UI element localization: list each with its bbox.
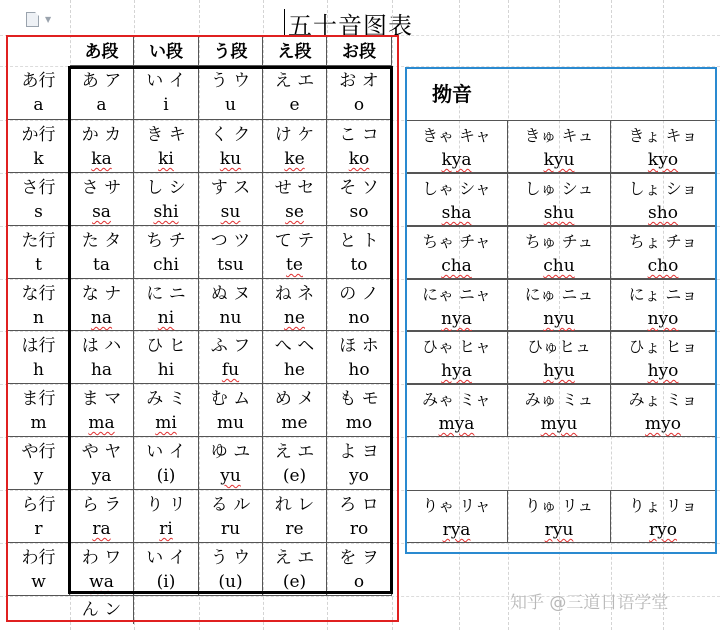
romaji: re xyxy=(285,519,304,539)
kana-cell[interactable] xyxy=(134,331,199,384)
romaji: (i) xyxy=(156,572,176,592)
romaji: na xyxy=(90,308,113,328)
youon-romaji: ryo xyxy=(649,520,677,540)
youon-cell[interactable] xyxy=(611,331,716,384)
romaji: ru xyxy=(220,519,241,539)
youon-cell[interactable] xyxy=(405,226,508,279)
kana-pair: や ヤ xyxy=(81,442,122,462)
romaji: mi xyxy=(155,413,177,433)
youon-romaji: hyu xyxy=(543,361,575,381)
youon-cell[interactable] xyxy=(508,490,611,543)
youon-cell[interactable] xyxy=(405,490,508,543)
youon-romaji: nyo xyxy=(647,309,679,329)
row-label-romaji: r xyxy=(34,519,43,539)
kana-cell[interactable] xyxy=(199,66,263,120)
kana-pair: え エ xyxy=(274,71,315,91)
kana-pair: を ヲ xyxy=(339,548,379,568)
youon-romaji: kyu xyxy=(543,150,575,170)
watermark: 知乎 @三道日语学堂 xyxy=(510,593,669,613)
romaji: (e) xyxy=(282,466,307,486)
kana-pair: け ケ xyxy=(274,125,315,145)
kana-pair: へ ヘ xyxy=(274,336,315,356)
kana-cell[interactable] xyxy=(327,66,392,120)
kana-cell[interactable] xyxy=(134,437,199,490)
youon-romaji: myo xyxy=(645,414,681,434)
kana-pair: わ ワ xyxy=(81,548,122,568)
kana-cell[interactable] xyxy=(199,120,263,173)
kana-pair: む ム xyxy=(210,389,251,409)
youon-cell[interactable] xyxy=(611,279,716,331)
kana-cell[interactable] xyxy=(327,120,392,173)
kana-cell[interactable] xyxy=(263,226,327,279)
column-header-4[interactable] xyxy=(263,35,327,66)
youon-romaji: shu xyxy=(543,203,575,223)
kana-pair: に ニ xyxy=(146,284,186,304)
kana-pair: な ナ xyxy=(81,284,122,304)
kana-pair: う ウ xyxy=(210,548,251,568)
youon-kana: りょ リョ xyxy=(628,496,698,515)
youon-kana: りゃ リャ xyxy=(422,496,491,515)
romaji: ke xyxy=(284,149,305,169)
youon-kana: ひょ ヒョ xyxy=(628,337,698,356)
row-label-romaji: h xyxy=(33,360,44,380)
youon-romaji: sha xyxy=(441,203,472,223)
youon-romaji: cha xyxy=(441,256,472,276)
kana-cell[interactable] xyxy=(134,279,199,331)
kana-cell[interactable] xyxy=(199,279,263,331)
chevron-down-icon[interactable]: ▼ xyxy=(45,15,52,24)
row-label: さ行 xyxy=(21,178,56,198)
youon-title: 拗音 xyxy=(432,82,472,106)
romaji: ni xyxy=(157,308,175,328)
kana-pair: か カ xyxy=(81,125,122,145)
kana-cell[interactable] xyxy=(70,226,134,279)
kana-cell[interactable] xyxy=(134,120,199,173)
row-label: や行 xyxy=(21,442,56,462)
kana-pair: り リ xyxy=(146,495,186,515)
row-label-cell[interactable] xyxy=(8,437,70,490)
youon-cell[interactable] xyxy=(611,384,716,437)
kana-cell[interactable] xyxy=(70,437,134,490)
row-label-romaji: y xyxy=(33,466,44,486)
kana-cell[interactable] xyxy=(263,543,327,596)
youon-kana: みゅ ミュ xyxy=(524,390,594,409)
kana-pair: い イ xyxy=(146,548,186,568)
youon-cell[interactable] xyxy=(508,279,611,331)
youon-kana: しゅ シュ xyxy=(524,179,594,198)
kana-cell[interactable] xyxy=(134,490,199,543)
kana-pair: れ レ xyxy=(274,495,315,515)
row-label-romaji: n xyxy=(33,308,44,328)
youon-romaji: myu xyxy=(540,414,578,434)
kana-pair: ろ ロ xyxy=(339,495,379,515)
kana-cell[interactable] xyxy=(263,279,327,331)
youon-cell[interactable] xyxy=(508,331,611,384)
romaji: ki xyxy=(158,149,174,169)
row-label-cell[interactable] xyxy=(8,66,70,120)
youon-cell[interactable] xyxy=(508,384,611,437)
youon-kana: みょ ミョ xyxy=(628,390,698,409)
column-header-label: あ段 xyxy=(84,42,119,62)
youon-kana: にゅ ニュ xyxy=(524,285,594,304)
kana-pair: お オ xyxy=(339,71,379,91)
kana-cell[interactable] xyxy=(134,384,199,437)
romaji: chi xyxy=(153,255,179,275)
kana-cell[interactable] xyxy=(70,173,134,226)
romaji: ya xyxy=(91,466,112,486)
youon-romaji: kyo xyxy=(647,150,679,170)
kana-pair: す ス xyxy=(210,178,251,198)
youon-romaji: nyu xyxy=(543,309,575,329)
column-header-label: い段 xyxy=(149,42,183,62)
kana-pair: う ウ xyxy=(210,71,251,91)
document-icon[interactable] xyxy=(26,12,39,27)
youon-cell[interactable] xyxy=(508,173,611,226)
column-header-1[interactable] xyxy=(70,35,134,66)
kana-pair: い イ xyxy=(146,442,186,462)
romaji: a xyxy=(96,95,107,115)
kana-cell[interactable] xyxy=(134,543,199,596)
romaji: yu xyxy=(220,466,241,486)
kana-cell-n[interactable] xyxy=(70,596,134,624)
kana-pair: め メ xyxy=(274,389,315,409)
youon-kana: にゃ ニャ xyxy=(422,285,491,304)
romaji: no xyxy=(348,308,370,328)
romaji: ko xyxy=(348,149,370,169)
romaji: shi xyxy=(153,202,179,222)
romaji: ra xyxy=(92,519,111,539)
kana-pair: い イ xyxy=(146,71,186,91)
youon-cell[interactable] xyxy=(405,331,508,384)
kana-cell[interactable] xyxy=(70,384,134,437)
romaji: hi xyxy=(157,360,175,380)
row-label-romaji: w xyxy=(31,572,46,592)
kana-pair: て テ xyxy=(274,231,315,251)
kana-cell[interactable] xyxy=(199,331,263,384)
kana-pair: え エ xyxy=(274,442,315,462)
kana-pair: と ト xyxy=(339,231,379,251)
youon-cell[interactable] xyxy=(611,120,716,173)
kana-pair: あ ア xyxy=(81,71,122,91)
kana-pair: ふ フ xyxy=(210,336,251,356)
column-header-3[interactable] xyxy=(199,35,263,66)
row-label-romaji: s xyxy=(34,202,43,222)
youon-romaji: hya xyxy=(441,361,472,381)
romaji: nu xyxy=(219,308,242,328)
column-header-2[interactable] xyxy=(134,35,199,66)
kana-cell[interactable] xyxy=(199,173,263,226)
row-label: わ行 xyxy=(21,548,56,568)
row-label-romaji: m xyxy=(30,413,47,433)
youon-romaji: mya xyxy=(438,414,475,434)
romaji: o xyxy=(353,95,365,115)
row-label: は行 xyxy=(21,336,56,356)
youon-cell[interactable] xyxy=(405,120,508,173)
kana-pair: も モ xyxy=(339,389,379,409)
row-label: ら行 xyxy=(21,495,56,515)
youon-cell[interactable] xyxy=(611,490,716,543)
romaji: su xyxy=(220,202,241,222)
romaji: i xyxy=(163,95,169,115)
kana-pair: き キ xyxy=(146,125,186,145)
row-label: ま行 xyxy=(21,389,56,409)
romaji: ho xyxy=(348,360,370,380)
kana-pair: ん ン xyxy=(81,600,122,620)
kana-cell[interactable] xyxy=(327,279,392,331)
youon-kana: きゃ キャ xyxy=(421,126,492,145)
column-header-5[interactable] xyxy=(327,35,392,66)
youon-kana: ちゅ チュ xyxy=(524,232,594,251)
row-label-romaji: t xyxy=(35,255,42,275)
romaji: ku xyxy=(219,149,242,169)
romaji: sa xyxy=(92,202,111,222)
romaji: o xyxy=(353,572,365,592)
romaji: (i) xyxy=(156,466,176,486)
row-label: か行 xyxy=(21,125,56,145)
row-label: あ行 xyxy=(21,71,56,91)
kana-cell[interactable] xyxy=(199,226,263,279)
kana-pair: は ハ xyxy=(81,336,122,356)
romaji: u xyxy=(225,95,236,115)
youon-kana: みゃ ミャ xyxy=(422,390,491,409)
romaji: to xyxy=(350,255,368,275)
romaji: he xyxy=(283,360,305,380)
kana-pair: ほ ホ xyxy=(339,336,379,356)
romaji: ka xyxy=(91,149,112,169)
youon-kana: ひゃ ヒャ xyxy=(421,337,492,356)
youon-cell[interactable] xyxy=(508,226,611,279)
romaji: wa xyxy=(89,572,114,592)
youon-kana: ひゅヒュ xyxy=(526,337,591,356)
youon-romaji: nya xyxy=(441,309,472,329)
kana-cell[interactable] xyxy=(134,226,199,279)
youon-romaji: rya xyxy=(442,520,471,540)
row-label: た行 xyxy=(21,231,56,251)
romaji: ta xyxy=(93,255,110,275)
kana-pair: さ サ xyxy=(81,178,122,198)
kana-cell[interactable] xyxy=(263,331,327,384)
row-label-cell[interactable] xyxy=(8,226,70,279)
row-label-cell[interactable] xyxy=(8,173,70,226)
romaji: fu xyxy=(221,360,240,380)
kana-cell[interactable] xyxy=(70,279,134,331)
row-label-romaji: a xyxy=(33,95,44,115)
kana-cell[interactable] xyxy=(327,331,392,384)
youon-kana: りゅ リュ xyxy=(524,496,594,515)
romaji: te xyxy=(286,255,303,275)
youon-cell[interactable] xyxy=(405,384,508,437)
romaji: ma xyxy=(88,413,115,433)
kana-cell[interactable] xyxy=(70,331,134,384)
youon-cell[interactable] xyxy=(508,120,611,173)
romaji: tsu xyxy=(217,255,244,275)
youon-romaji: sho xyxy=(648,203,678,223)
youon-romaji: chu xyxy=(543,256,575,276)
kana-pair: ね ネ xyxy=(274,284,315,304)
kana-pair: そ ソ xyxy=(339,178,379,198)
kana-cell[interactable] xyxy=(263,490,327,543)
romaji: e xyxy=(289,95,300,115)
kana-cell[interactable] xyxy=(199,543,263,596)
youon-kana: にょ ニョ xyxy=(628,285,698,304)
column-header-label: う段 xyxy=(213,42,248,62)
row-label-cell[interactable] xyxy=(8,543,70,596)
kana-cell[interactable] xyxy=(263,120,327,173)
romaji: mu xyxy=(216,413,245,433)
row-label-romaji: k xyxy=(33,149,44,169)
kana-pair: ら ラ xyxy=(81,495,122,515)
youon-kana: しゃ シャ xyxy=(422,179,491,198)
kana-cell[interactable] xyxy=(199,384,263,437)
youon-cell[interactable] xyxy=(611,173,716,226)
romaji: se xyxy=(285,202,304,222)
kana-pair: せ セ xyxy=(274,178,315,198)
kana-pair: み ミ xyxy=(146,389,186,409)
kana-pair: る ル xyxy=(210,495,251,515)
romaji: ro xyxy=(349,519,369,539)
kana-cell[interactable] xyxy=(263,173,327,226)
kana-cell[interactable] xyxy=(327,490,392,543)
romaji: (u) xyxy=(218,572,243,592)
kana-pair: よ ヨ xyxy=(339,442,379,462)
youon-cell[interactable] xyxy=(405,173,508,226)
page-title: 五十音图表 xyxy=(288,6,413,41)
kana-cell[interactable] xyxy=(199,437,263,490)
romaji: (e) xyxy=(282,572,307,592)
youon-cell[interactable] xyxy=(611,226,716,279)
kana-cell[interactable] xyxy=(134,173,199,226)
kana-pair: ま マ xyxy=(81,389,122,409)
youon-romaji: ryu xyxy=(544,520,574,540)
romaji: mo xyxy=(345,413,373,433)
romaji: yo xyxy=(349,466,369,486)
kana-cell[interactable] xyxy=(70,120,134,173)
kana-pair: こ コ xyxy=(339,125,379,145)
kana-cell[interactable] xyxy=(263,437,327,490)
kana-cell[interactable] xyxy=(327,226,392,279)
youon-cell[interactable] xyxy=(405,279,508,331)
kana-pair: ひ ヒ xyxy=(146,336,186,356)
kana-pair: の ノ xyxy=(339,284,379,304)
kana-pair: し シ xyxy=(146,178,186,198)
row-label-cell[interactable] xyxy=(8,279,70,331)
kana-cell[interactable] xyxy=(70,490,134,543)
kana-cell[interactable] xyxy=(70,66,134,120)
romaji: ne xyxy=(283,308,305,328)
kana-cell[interactable] xyxy=(70,543,134,596)
kana-pair: た タ xyxy=(81,231,122,251)
youon-romaji: cho xyxy=(647,256,679,276)
youon-kana: きゅ キュ xyxy=(524,126,594,145)
row-label-cell[interactable] xyxy=(8,331,70,384)
kana-pair: ぬ ヌ xyxy=(210,284,251,304)
kana-cell[interactable] xyxy=(327,384,392,437)
romaji: ha xyxy=(90,360,113,380)
row-label-cell[interactable] xyxy=(8,120,70,173)
kana-pair: つ ツ xyxy=(210,231,251,251)
kana-pair: ち チ xyxy=(146,231,186,251)
row-label-cell[interactable] xyxy=(8,490,70,543)
kana-pair: ゆ ユ xyxy=(210,442,251,462)
column-header-label: お段 xyxy=(342,42,376,62)
youon-kana: しょ ショ xyxy=(628,179,698,198)
row-label: な行 xyxy=(21,284,56,304)
kana-cell[interactable] xyxy=(327,437,392,490)
romaji: ri xyxy=(159,519,173,539)
column-header-label: え段 xyxy=(277,42,312,62)
youon-romaji: hyo xyxy=(647,361,679,381)
youon-kana: ちょ チョ xyxy=(628,232,698,251)
kana-cell[interactable] xyxy=(263,66,327,120)
youon-kana: きょ キョ xyxy=(628,126,698,145)
kana-pair: え エ xyxy=(274,548,315,568)
kana-cell[interactable] xyxy=(199,490,263,543)
row-label-cell[interactable] xyxy=(8,384,70,437)
romaji: so xyxy=(349,202,369,222)
kana-pair: く ク xyxy=(210,125,251,145)
kana-cell[interactable] xyxy=(263,384,327,437)
romaji: me xyxy=(281,413,308,433)
kana-cell[interactable] xyxy=(327,173,392,226)
youon-romaji: kya xyxy=(441,150,472,170)
youon-kana: ちゃ チャ xyxy=(422,232,491,251)
kana-cell[interactable] xyxy=(327,543,392,596)
kana-cell[interactable] xyxy=(134,66,199,120)
